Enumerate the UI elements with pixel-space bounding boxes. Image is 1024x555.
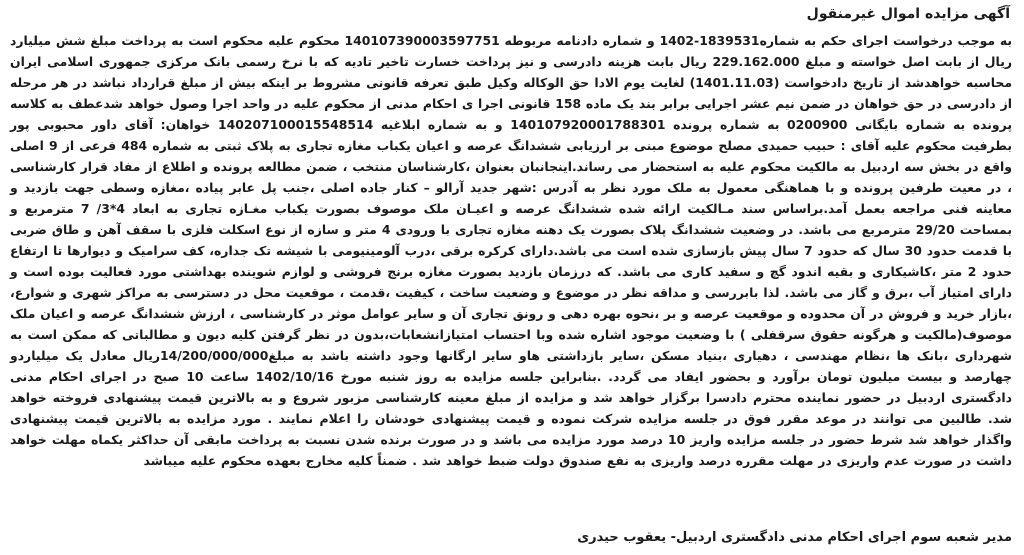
auction-notice bbox=[10, 4, 1012, 555]
notice-signature: مدیر شعبه سوم اجرای احکام مدنی دادگستری اردبیل- یعقوب حیدری bbox=[577, 530, 1012, 545]
notice-title: آگهی مزایده اموال غیرمنقول bbox=[806, 6, 1010, 22]
notice-body: به موجب درخواست اجرای حکم به شماره1839531-1402 و شماره دادنامه مربوطه 140107390003597751 محکوم علیه محکوم است به پرداخت مبلغ شش میلیارد ریال از بابت اصل خواسته و مبلغ 229.162.000 ریال بابت هزینه دادرسی و نیز پرداخت خسارت تاخیر تادیه که با نرخ رسمی بانک مرکزی جمهوری اسلامی ایران محاسبه خواهدشد از تاریخ دادخواست (1401.11.03) لغایت یوم الادا حق الوکاله وکیل طبق تعرفه قانونی مشروط بر اینکه بیش از مبلغ قرارداد نباشد در هر مرحله از دادرسی در حق خواهان در ضمن نیم عشر اجرایی برابر بند یک ماده 158 قانونی اجرا ی احکام مدنی از محکوم علیه در واحد اجرا وصول خواهد شدعطف به کلاسه پرونده به شماره بایگانی 0200900 به شماره پرونده 140107920001788301 و به شماره ابلاغیه 140207100015548514 خواهان: آقای داور محبوبی پور بطرفیت محکوم علیه آقای : حبیب حمیدی مصلح موضوع مبنی بر ارزیابی ششدانگ عرصه و اعیان یکباب مغازه تجاری به پلاک ثبتی به شماره 484 فرعی از 9 اصلی واقع در بخش سه اردبیل به مالکیت محکوم علیه به استحضار می رساند.اینجانبان بعنوان ،کارشناسان منتخب ، ضمن مطالعه پرونده و اطلاع از مفاد قرار کارشناسی ، در معیت طرفین پرونده و با هماهنگی معمول به ملک مورد نظر به آدرس :شهر جدید آرالو – کنار جاده اصلی ،جنب پل عابر پیاده ،مغازه وسطی جهت بازدید و معاینه فنی مراجعه بعمل آمد.براساس سند مـالکیت ارائه شده ششدانگ عرصه و اعیـان ملک موصوف بصورت یکباب مغـازه تجاری به ابعاد 4*3/ 7 مترمربع و بمساحت 29/20 مترمربع می باشد. در وضعیت ششدانگ پلاک بصورت یک دهنه مغازه تجاری با ورودی 4 متر و سازه از نوع اسکلت فلزی با سقف آهن و طاق ضربی با قدمت حدود 30 سال که حدود 7 سال پیش بازسازی شده است می باشد.دارای کرکره برقی ،درب آلومینیومی با شیشه تک جداره، کف سرامیک و دیوارها تا ارتفاع حدود 2 متر ،کاشیکاری و بقیه اندود گچ و سفید کاری می باشد. که درزمان بازدید بصورت مغازه برنج فروشی و لوازم شوینده بهداشتی مورد فعالیت بوده است و دارای امتیاز آب ،برق و گاز می باشد. لذا بابررسی و مداقه نظر در موضوع و وضعیت ساخت ، کیفیت ،قدمت ، موقعیت محل در دسترسی به مراکز شهری و شوارع، ،بازار خرید و فروش در آن محدوده و موقعیت عرصه و بر ،نحوه بهره دهی و رونق تجاری آن و سایر عوامل موثر در کارشناسی ، ارزش ششدانگ عرصه و اعیان ملک موصوف(مالکیت و هرگونه حقوق سرقفلی ) با وضعیت موجود اشاره شده وبا احتساب امتیازانشعابات،بدون در نظر گرفتن کلیه دیون و مطالباتی که ممکن است به شهرداری ،بانک ها ،نظام مهندسی ، دهیاری ،بنیاد مسکن ،سایر بازداشتی هاو سایر ارگانها وجود داشته باشد به مبلغ14/200/000/000ریال معادل یک میلیاردو چهارصد و بیست میلیون تومان برآورد و بحضور ایفاد می گردد. .بنابراین جلسه مزایده به روز شنبه مورخ 1402/10/16 ساعت 10 صبح در اجرای احکام مدنی دادگستری اردبیل در حضور نماینده محترم دادسرا برگزار خواهد شد و مزایده از مبلغ معینه کارشناسی مزبور شروع و به بالاترین قیمت پیشنهادی فروخته خواهد شد. طالبین می توانند در موعد مقرر فوق در جلسه مزایده شرکت نموده و قیمت پیشنهادی خودشان را اعلام نمایند . مورد مزایده به بالاترین قیمت پیشنهادی واگذار خواهد شد شرط حضور در جلسه مزایده واریز 10 درصد مورد مزایده می باشد و در صورت برنده شدن نسبت به پرداخت مابقی آن حداکثر یکماه مهلت خواهد داشت در صورت عدم واریزی در مهلت مقرره درصد واریزی به نفع صندوق دولت ضبط خواهد شد . ضمناً کلیه مخارج بعهده محکوم علیه میباشد bbox=[10, 33, 1013, 468]
